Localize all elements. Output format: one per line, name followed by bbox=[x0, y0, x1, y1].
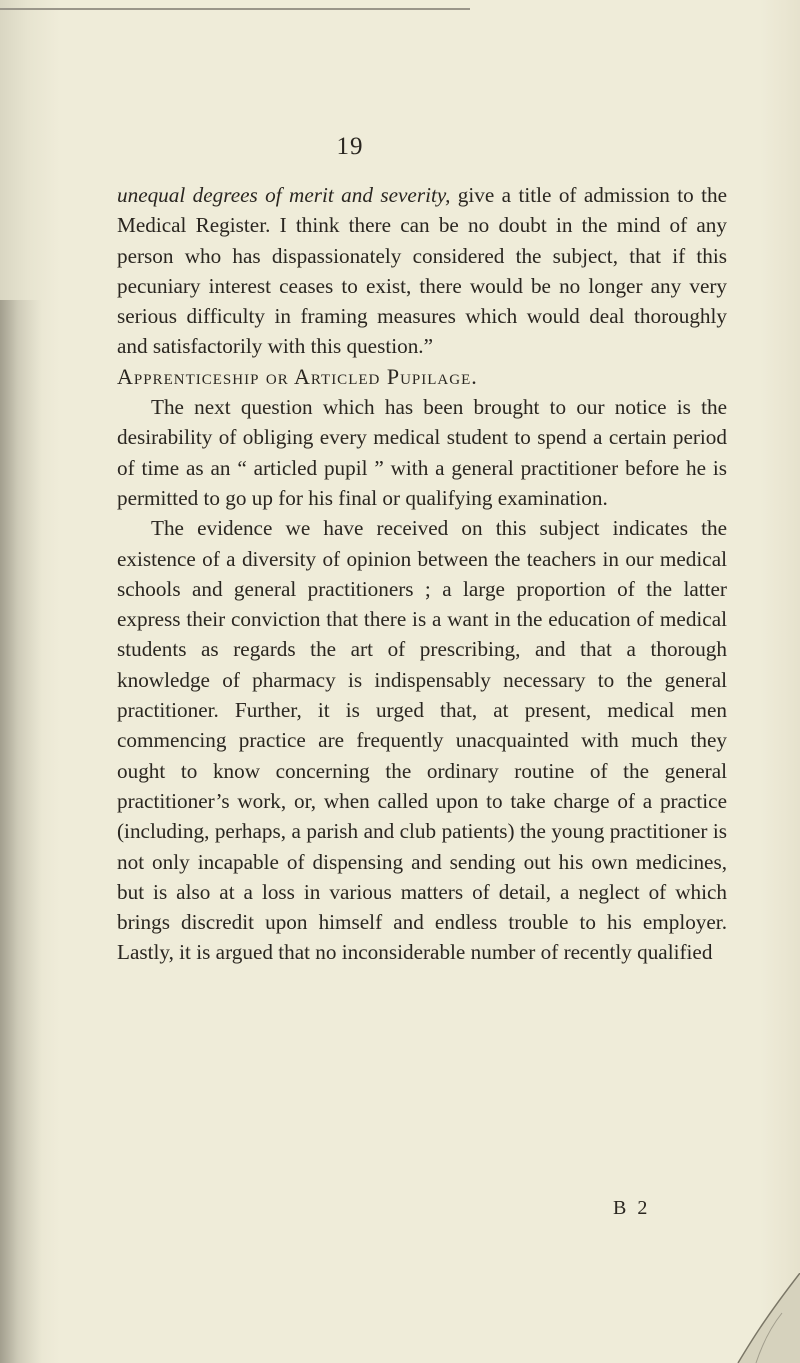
section-heading: Apprenticeship or Articled Pupilage. bbox=[117, 363, 478, 389]
page-number: 19 bbox=[336, 133, 364, 160]
paragraph-continuation-text: give a title of admission to the Medical Register. I think there can be no doubt in the mind of any person who has dispassionately considered the subject, that if this pecuniary interest ceases to exist, there would be no longer any very serious difficulty in framing measures which would deal thoroughly and satisfactorily with this question.” bbox=[117, 183, 728, 359]
italic-lead: unequal degrees of merit and severity, bbox=[117, 183, 451, 207]
signature-mark: B 2 bbox=[613, 1197, 651, 1219]
body-text bbox=[117, 180, 727, 968]
binding-shadow bbox=[0, 300, 42, 1363]
paragraph-next-question: The next question which has been brought to our notice is the desirability of obliging every medical student to spend a certain period of time as an “ articled pupil ” with a general practitioner before he is permitted to go up for his final or qualifying examination. bbox=[117, 395, 727, 510]
top-edge-rule bbox=[0, 0, 470, 10]
paragraph-evidence: The evidence we have received on this subject indicates the existence of a diversity of opinion between the teachers in our medical schools and general practitioners ; a large proportion of the latter express their conviction that there is a want in the education of medical students as regards the art of prescribing, and that a thorough knowledge of pharmacy is indispensably necessary to the general practitioner. Further, it is urged that, at present, medical men commencing practice are frequently unacquainted with much they ought to know concerning the ordinary routine of the general practitioner’s work, or, when called upon to take charge of a practice (including, perhaps, a parish and club patients) the young practitioner is not only incapable of dispensing and sending out his own medicines, but is also at a loss in various matters of detail, a neglect of which brings discredit upon himself and endless trouble to his employer. Lastly, it is argued that no inconsiderable number of recently qualified bbox=[117, 516, 727, 965]
page-corner-curl bbox=[720, 1273, 800, 1363]
paragraph-continuation bbox=[117, 180, 727, 362]
